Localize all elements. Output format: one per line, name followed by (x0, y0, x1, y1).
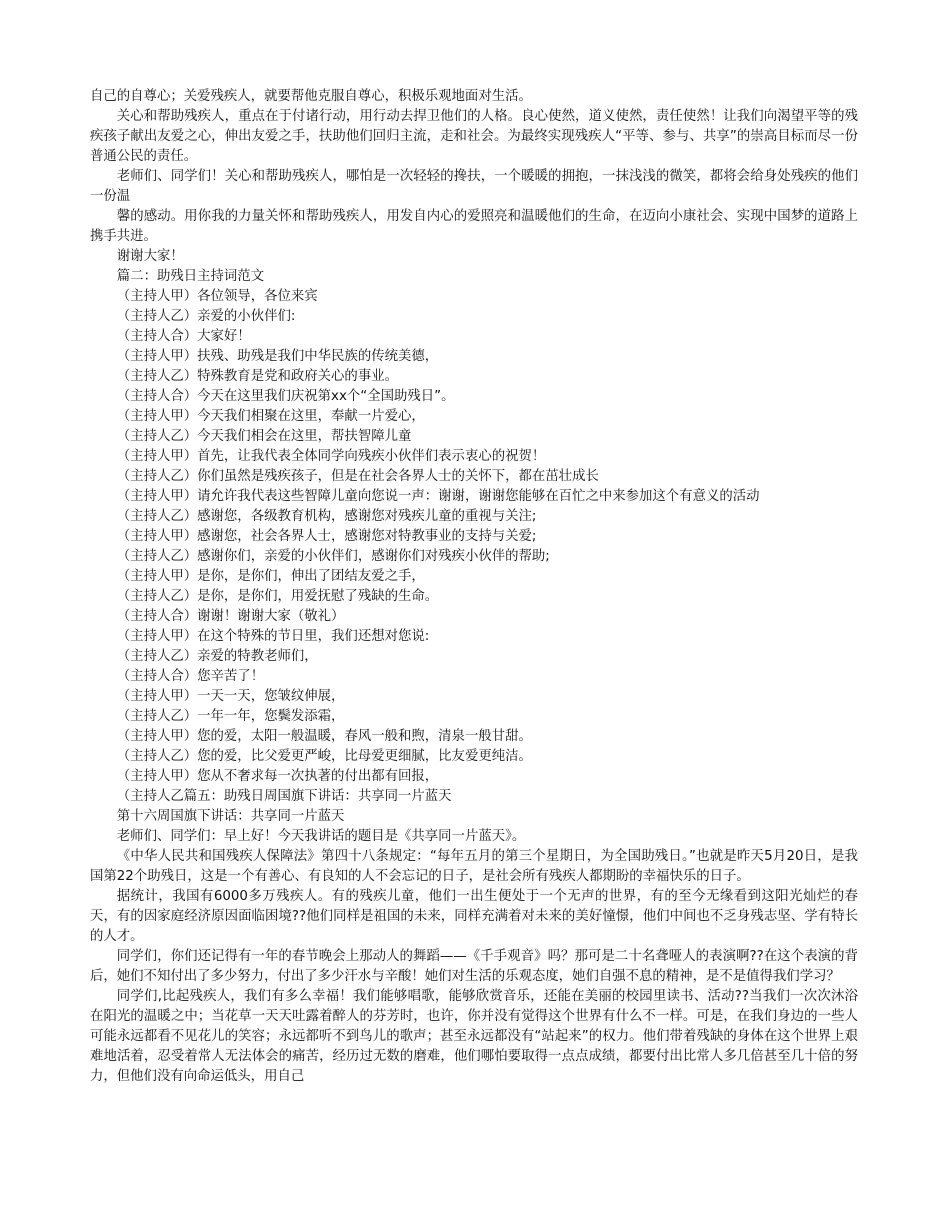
paragraph: （主持人甲）首先，让我代表全体同学向残疾小伙伴们表示衷心的祝贺！ (116, 449, 546, 464)
paragraph: （主持人乙）感谢你们，亲爱的小伙伴们，感谢你们对残疾小伙伴的帮助; (116, 549, 550, 564)
paragraph: （主持人乙篇五：助残日周国旗下讲话：共享同一片蓝天 (116, 789, 452, 804)
paragraph: （主持人甲）感谢您，社会各界人士，感谢您对特教事业的支持与关爱; (116, 529, 537, 544)
paragraph: （主持人乙）您的爱，比父爱更严峻，比母爱更细腻，比友爱更纯洁。 (116, 749, 532, 764)
paragraph: （主持人甲）扶残、助残是我们中华民族的传统美德， (116, 349, 439, 364)
paragraph: （主持人乙）是你，是你们，用爱抚慰了残缺的生命。 (116, 589, 439, 604)
paragraph: （主持人乙）一年一年，您鬓发添霜， (116, 709, 345, 724)
paragraph: （主持人乙）亲爱的小伙伴们: (116, 309, 296, 324)
paragraph: 《中华人民共和国残疾人保障法》第四十八条规定：“每年五月的第三个星期日，为全国助残日。”也就是昨天5月20日，是我国第22个助残日，这是一个有善心、有良知的人不会忘记的日子，是社会所有残疾人都期盼的幸福快乐的日子。 (90, 849, 858, 884)
paragraph: （主持人乙）特殊教育是党和政府关心的事业。 (116, 369, 398, 384)
paragraph: 老师们、同学们！关心和帮助残疾人，哪怕是一次轻轻的搀扶，一个暖暖的拥抱，一抹浅浅的微笑，都将会给身处残疾的他们一份温 (90, 169, 858, 204)
paragraph: 据统计，我国有6000多万残疾人。有的残疾儿童，他们一出生便处于一个无声的世界，有的至今无缘看到这阳光灿烂的春天，有的因家庭经济原因面临困境??他们同样是祖国的未来，同样充满着对未来的美好憧憬，他们中间也不乏身残志坚、学有特长的人才。 (90, 889, 858, 944)
paragraph: （主持人甲）今天我们相聚在这里，奉献一片爱心， (116, 409, 425, 424)
paragraph: （主持人甲）您从不奢求每一次执著的付出都有回报， (116, 769, 439, 784)
paragraph: （主持人合）今天在这里我们庆祝第xx个“全国助残日”。 (116, 389, 455, 404)
paragraph: 自己的自尊心；关爱残疾人，就要帮他克服自尊心，积极乐观地面对生活。 (90, 89, 532, 104)
paragraph: 第十六周国旗下讲话：共享同一片蓝天 (116, 809, 345, 824)
paragraph: 馨的感动。用你我的力量关怀和帮助残疾人，用发自内心的爱照亮和温暖他们的生命，在迈向小康社会、实现中国梦的道路上携手共进。 (90, 209, 858, 244)
paragraph: 同学们,比起残疾人，我们有多么幸福！我们能够唱歌，能够欣赏音乐，还能在美丽的校园里读书、活动??当我们一次次沐浴在阳光的温暖之中；当花草一天天吐露着醉人的芬芳时，也许，你并没有觉得这个世界有什么不一样。可是，在我们身边的一些人可能永远都看不见花儿的笑容；永远都听不到鸟儿的歌声；甚至永远都没有“站起来”的权力。他们带着残缺的身体在这个世界上艰难地活着，忍受着常人无法体会的痛苦，经历过无数的磨难，他们哪怕要取得一点点成绩，都要付出比常人多几倍甚至几十倍的努力，但他们没有向命运低头，用自己 (90, 989, 858, 1084)
paragraph: （主持人乙）你们虽然是残疾孩子，但是在社会各界人士的关怀下，都在茁壮成长 (116, 469, 599, 484)
paragraph: （主持人甲）各位领导，各位来宾 (116, 289, 318, 304)
paragraph: （主持人合）大家好！ (116, 329, 251, 344)
document-page (90, 87, 858, 1087)
paragraph: （主持人合）您辛苦了！ (116, 669, 265, 684)
paragraph: （主持人甲）您的爱，太阳一般温暖，春风一般和煦，清泉一般甘甜。 (116, 729, 532, 744)
paragraph: 关心和帮助残疾人，重点在于付诸行动，用行动去捍卫他们的人格。良心使然，道义使然，责任使然！让我们向渴望平等的残疾孩子献出友爱之心，伸出友爱之手，扶助他们回归主流，走和社会。为最终实现残疾人“平等、参与、共享”的崇高目标而尽一份普通公民的责任。 (90, 109, 858, 164)
paragraph: （主持人乙）今天我们相会在这里，帮扶智障儿童 (116, 429, 412, 444)
paragraph: （主持人乙）亲爱的特教老师们， (116, 649, 318, 664)
paragraph: 谢谢大家！ (116, 249, 184, 264)
paragraph: （主持人甲）一天一天，您皱纹伸展， (116, 689, 345, 704)
paragraph: 老师们、同学们：早上好！今天我讲话的题目是《共享同一片蓝天》。 (116, 829, 526, 844)
paragraph: （主持人合）谢谢！谢谢大家（敬礼） (116, 609, 345, 624)
paragraph: （主持人乙）感谢您，各级教育机构，感谢您对残疾儿童的重视与关注; (116, 509, 537, 524)
paragraph: （主持人甲）在这个特殊的节日里，我们还想对您说: (116, 629, 430, 644)
paragraph: （主持人甲）请允许我代表这些智障儿童向您说一声：谢谢，谢谢您能够在百忙之中来参加这个有意义的活动 (116, 489, 760, 504)
paragraph: 篇二：助残日主持词范文 (116, 269, 265, 284)
paragraph: 同学们，你们还记得有一年的春节晚会上那动人的舞蹈——《千手观音》吗？那可是二十名聋哑人的表演啊??在这个表演的背后，她们不知付出了多少努力，付出了多少汗水与辛酸！她们对生活的乐观态度，她们自强不息的精神，是不是值得我们学习？ (90, 949, 858, 984)
paragraph: （主持人甲）是你，是你们，伸出了团结友爱之手， (116, 569, 425, 584)
